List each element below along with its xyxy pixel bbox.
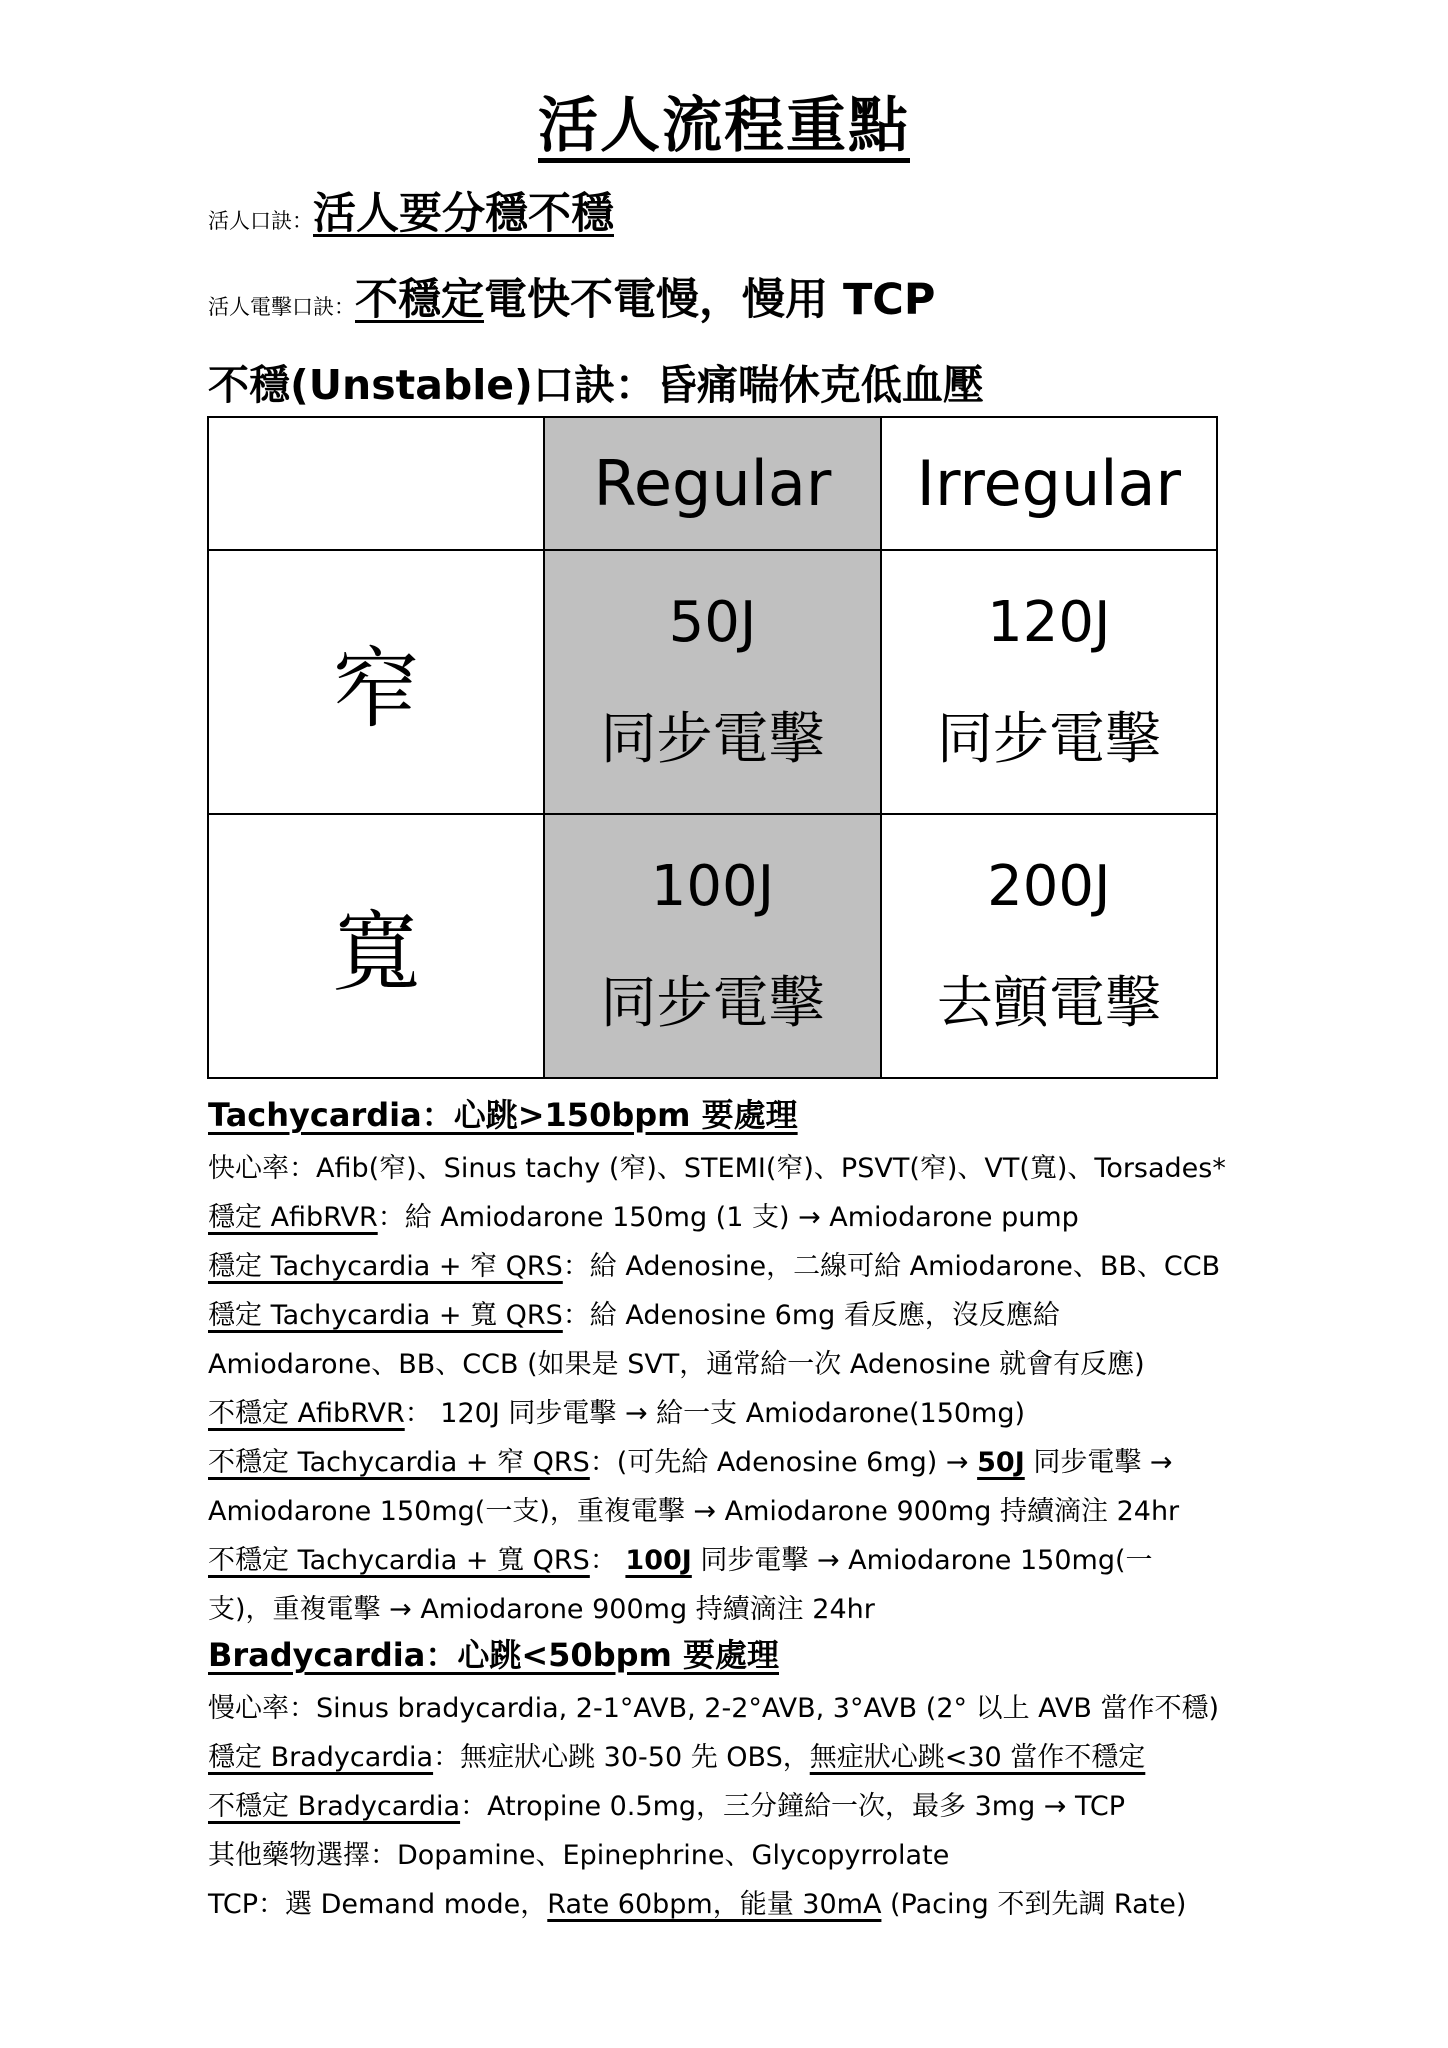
shock-mnemonic-label: 活人電擊口訣： [208,295,355,319]
page-title [0,78,1448,164]
unstable-narrow-text-b: 同步電擊 → [1024,1447,1173,1478]
alive-mnemonic [208,180,614,241]
unstable-brady-label: 不穩定 Bradycardia [208,1791,461,1822]
column-header-irregular: Irregular [881,417,1217,550]
slow-rate-line: 慢心率：Sinus bradycardia, 2-1°AVB, 2-2°AVB, 3°AVB (2° 以上 AVB 當作不穩) [208,1693,1220,1724]
unstable-wide-line [208,1538,1153,1577]
column-header-regular: Regular [544,417,880,550]
stable-narrow-line [208,1244,1220,1283]
unstable-wide-text-b: 同步電擊 → Amiodarone 150mg(一 [691,1545,1153,1576]
shock-mnemonic [208,266,935,327]
unstable-wide-label: 不穩定 Tachycardia + 寬 QRS [208,1545,590,1576]
row-label-narrow: 窄 [208,550,544,814]
shock-mnemonic-rest: 電快不電慢，慢用 TCP [484,275,936,325]
unstable-afib-line [208,1391,1025,1430]
unstable-brady-text: ：Atropine 0.5mg，三分鐘給一次，最多 3mg → TCP [460,1791,1126,1822]
stable-wide-line [208,1293,1060,1332]
stable-wide-text: ：給 Adenosine 6mg 看反應，沒反應給 [562,1300,1060,1331]
stable-narrow-label: 穩定 Tachycardia + 窄 QRS [208,1251,563,1282]
table-row-narrow [208,550,1217,814]
alive-mnemonic-label: 活人口訣： [208,209,313,233]
stable-brady-underlined: 無症狀心跳<30 當作不穩定 [809,1742,1146,1773]
energy-value: 100J [650,853,775,919]
stable-narrow-text: ：給 Adenosine，二線可給 Amiodarone、BB、CCB [562,1251,1221,1282]
tcp-text-b: (Pacing 不到先調 Rate) [881,1889,1187,1920]
cardioversion-table [207,416,1218,1079]
bradycardia-heading: Bradycardia：心跳<50bpm 要處理 [208,1636,779,1674]
shock-type: 去顫電擊 [936,970,1161,1036]
table-row-wide [208,814,1217,1078]
stable-afib-line [208,1195,1079,1234]
stable-wide-label: 穩定 Tachycardia + 寬 QRS [208,1300,563,1331]
tachycardia-heading: Tachycardia：心跳>150bpm 要處理 [208,1096,798,1134]
tcp-underlined: Rate 60bpm，能量 30mA [547,1889,882,1920]
other-drugs-line: 其他藥物選擇：Dopamine、Epinephrine、Glycopyrrolate [208,1840,950,1871]
shock-type: 同步電擊 [936,706,1161,772]
stable-brady-line [208,1735,1145,1774]
unstable-narrow-line [208,1440,1173,1479]
fast-rate-line: 快心率：Afib(窄)、Sinus tachy (窄)、STEMI(窄)、PSVT(窄)、VT(寬)、Torsades* [208,1153,1226,1184]
stable-afib-label: 穩定 AfibRVR [208,1202,378,1233]
energy-value: 200J [987,853,1111,919]
energy-value: 50J [668,589,757,655]
shock-type: 同步電擊 [600,706,825,772]
unstable-narrow-energy: 50J [977,1447,1025,1478]
unstable-afib-label: 不穩定 AfibRVR [208,1398,405,1429]
unstable-mnemonic: 不穩(Unstable)口訣：昏痛喘休克低血壓 [208,361,984,409]
unstable-narrow-label: 不穩定 Tachycardia + 窄 QRS [208,1447,590,1478]
tcp-line [208,1882,1186,1921]
cell-narrow-regular [544,550,880,814]
shock-type: 同步電擊 [600,970,825,1036]
energy-value: 120J [987,589,1111,655]
row-label-wide: 寬 [208,814,544,1078]
unstable-wide-energy: 100J [625,1545,692,1576]
alive-mnemonic-value: 活人要分穩不穩 [313,189,614,239]
table-header-row [208,417,1217,550]
unstable-narrow-text-a: ：(可先給 Adenosine 6mg) → [589,1447,978,1478]
cell-wide-irregular [881,814,1217,1078]
stable-brady-text: ：無症狀心跳 30-50 先 OBS， [433,1742,810,1773]
tcp-text-a: TCP：選 Demand mode， [208,1889,548,1920]
cell-wide-regular [544,814,880,1078]
cell-narrow-irregular [881,550,1217,814]
unstable-afib-text: ： 120J 同步電擊 → 給一支 Amiodarone(150mg) [404,1398,1026,1429]
page-title-text: 活人流程重點 [538,91,910,161]
table-corner-cell [208,417,544,550]
stable-wide-line-cont: Amiodarone、BB、CCB (如果是 SVT，通常給一次 Adenosine 就會有反應) [208,1349,1145,1380]
unstable-narrow-line-cont: Amiodarone 150mg(一支)，重複電擊 → Amiodarone 900mg 持續滴注 24hr [208,1496,1180,1527]
unstable-brady-line [208,1784,1125,1823]
shock-mnemonic-underlined: 不穩定 [355,275,484,325]
unstable-wide-text-a: ： [589,1545,626,1576]
unstable-wide-line-cont: 支)，重複電擊 → Amiodarone 900mg 持續滴注 24hr [208,1594,875,1625]
stable-brady-label: 穩定 Bradycardia [208,1742,434,1773]
stable-afib-text: ：給 Amiodarone 150mg (1 支) → Amiodarone pump [377,1202,1079,1233]
